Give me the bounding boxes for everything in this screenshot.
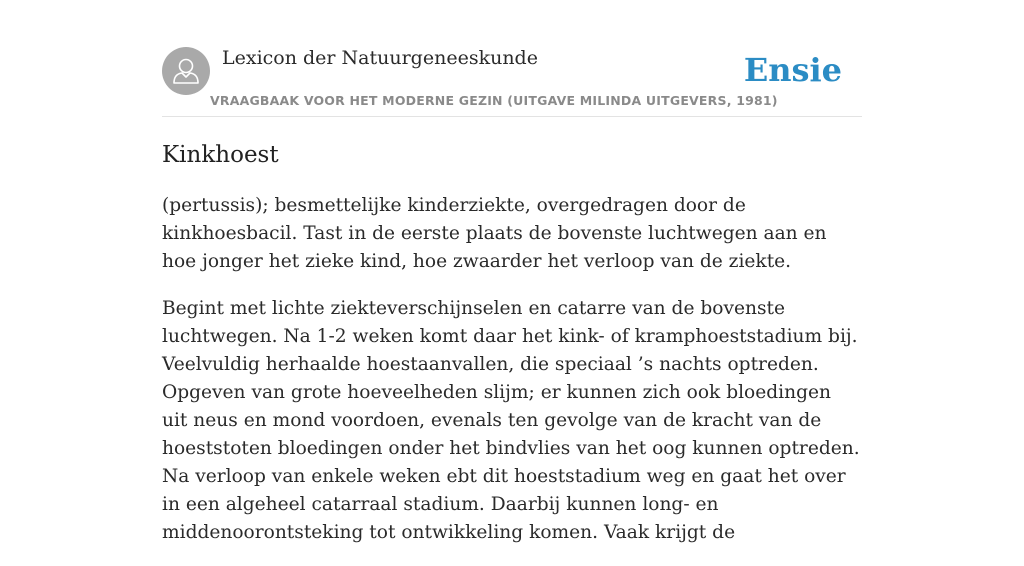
avatar[interactable] (162, 47, 210, 95)
page (162, 0, 862, 543)
source-header (162, 0, 862, 117)
ensie-logo[interactable]: Ensie (743, 51, 842, 89)
entry-paragraph: (pertussis); besmettelijke kinderziekte, overgedragen door de kinkhoesbacil. Tast in de eerste plaats de bovenste luchtwegen aan en hoe jonger het zieke kind, hoe zwaarder het verloop van de ziekte. (162, 195, 827, 272)
entry-body (162, 192, 862, 566)
book-title[interactable]: Lexicon der Natuurgeneeskunde (222, 47, 538, 69)
entry-paragraph: Begint met lichte ziekteverschijnselen en catarre van de bovenste luchtwegen. Na 1-2 weken komt daar het kink- of kramphoeststadium bij. Veelvuldig herhaalde hoestaanvallen, die speciaal ’s nachts optreden. Opgeven van grote hoeveelheden slijm; er kunnen zich ook bloedingen uit neus en mond voordoen, evenals ten gevolge van de kracht van de hoeststoten bloedingen onder het bindvlies van het oog kunnen optreden. Na verloop van enkele weken ebt dit hoeststadium weg en gaat het over in een algeheel catarraal stadium. Daarbij kunnen long- en middenoorontsteking tot ontwikkeling komen. Vaak krijgt de (162, 298, 860, 543)
book-subtitle: VRAAGBAAK VOOR HET MODERNE GEZIN (UITGAVE MILINDA UITGEVERS, 1981) (210, 93, 778, 108)
user-silhouette-icon (162, 47, 210, 95)
entry-title: Kinkhoest (162, 142, 279, 168)
